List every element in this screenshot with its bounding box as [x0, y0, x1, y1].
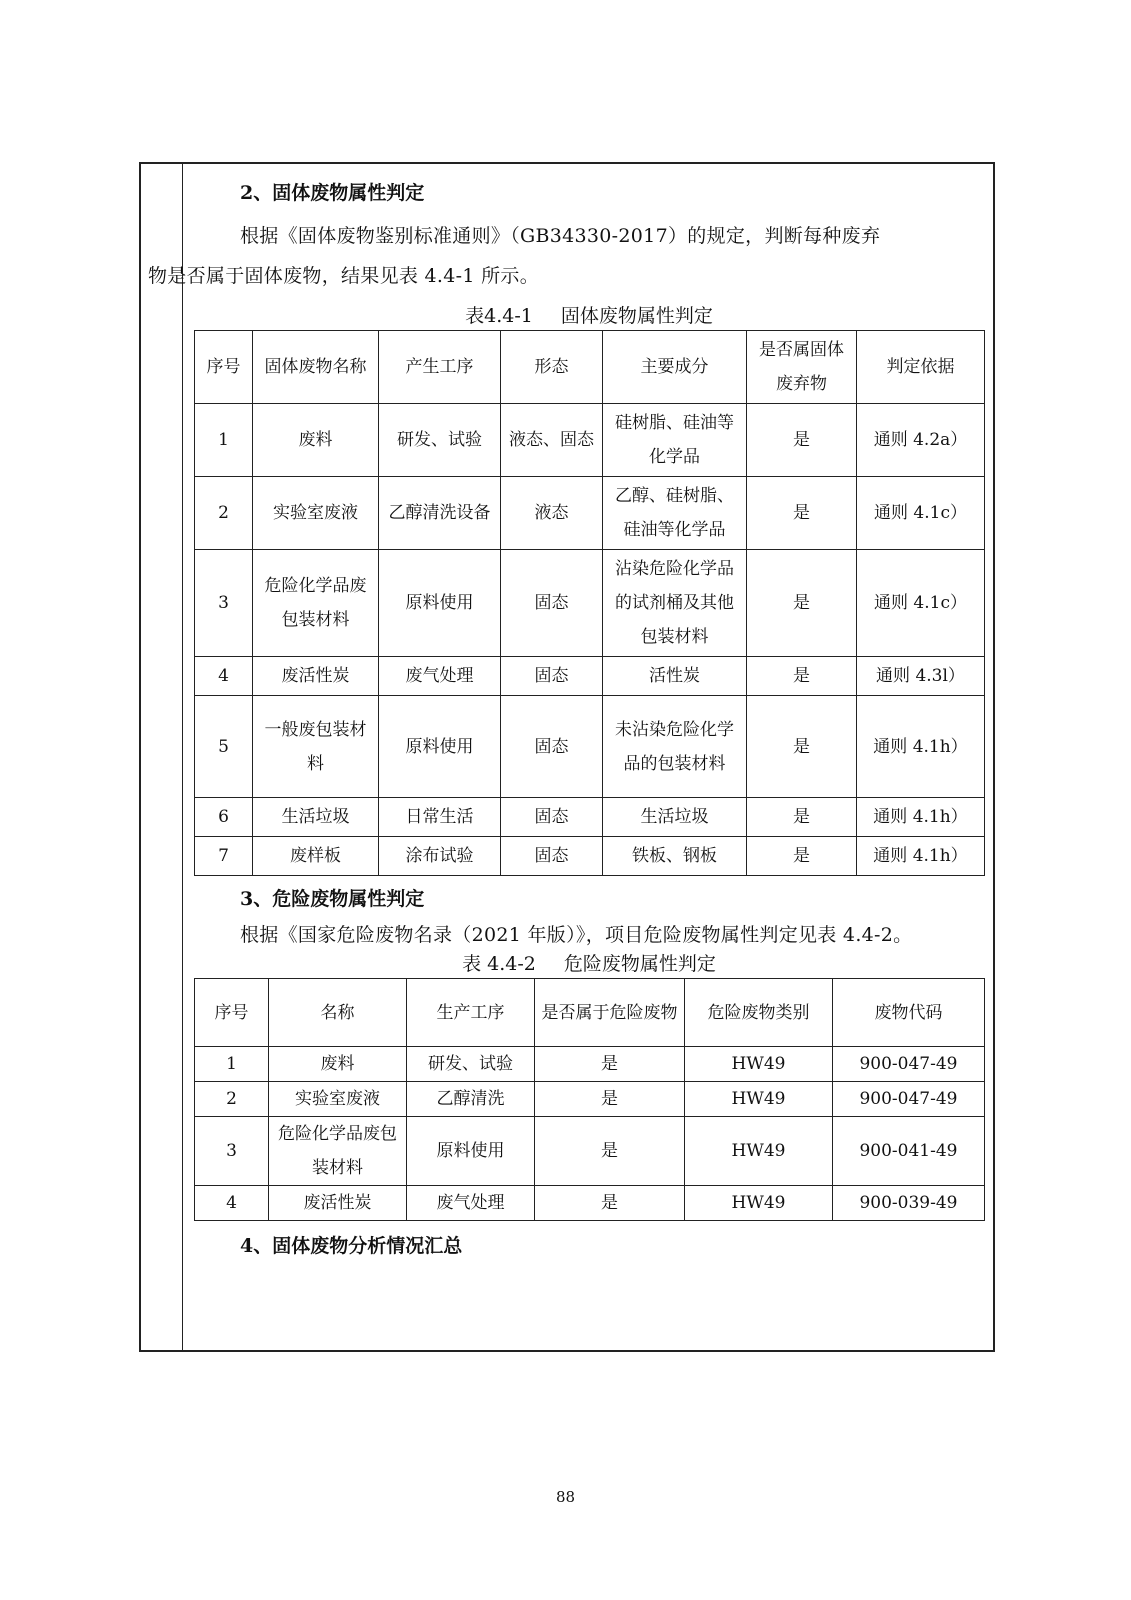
- table-cell: 固态: [501, 696, 603, 798]
- table-cell: 危险化学品废包装材料: [269, 1117, 407, 1186]
- section2-para-line2: 物是否属于固体废物，结果见表 4.4-1 所示。: [148, 265, 540, 287]
- table-cell: 3: [195, 550, 253, 657]
- table2-caption: [194, 950, 984, 978]
- table-cell: 3: [195, 1117, 269, 1186]
- table-row: [195, 798, 985, 837]
- table-cell: 固态: [501, 657, 603, 696]
- table-cell: 通则 4.2a）: [857, 404, 985, 477]
- section2-para-line1: 根据《固体废物鉴别标准通则》（GB34330-2017）的规定，判断每种废弃: [240, 225, 881, 247]
- section3-heading: 3、危险废物属性判定: [240, 888, 425, 910]
- table-cell: 是: [747, 837, 857, 876]
- table-row: [195, 1047, 985, 1082]
- section3-paragraph: 根据《国家危险废物名录（2021 年版）》，项目危险废物属性判定见表 4.4-2。: [240, 924, 913, 946]
- table-header-cell: 是否属于危险废物: [535, 979, 685, 1047]
- table-row: [195, 837, 985, 876]
- table-cell: 2: [195, 1082, 269, 1117]
- table-cell: 是: [747, 657, 857, 696]
- table-row: [195, 1186, 985, 1221]
- table-header-cell: 生产工序: [407, 979, 535, 1047]
- table-row: [195, 657, 985, 696]
- table-cell: 通则 4.1h）: [857, 798, 985, 837]
- frame-divider: [182, 162, 183, 1352]
- table-cell: 废气处理: [379, 657, 501, 696]
- section4-heading: 4、固体废物分析情况汇总: [240, 1235, 463, 1257]
- table-cell: 900-047-49: [833, 1082, 985, 1117]
- table-cell: 2: [195, 477, 253, 550]
- table-header-cell: 判定依据: [857, 331, 985, 404]
- table-cell: 研发、试验: [379, 404, 501, 477]
- table-cell: 原料使用: [379, 696, 501, 798]
- table-header-cell: 固体废物名称: [253, 331, 379, 404]
- table-row: [195, 696, 985, 798]
- table-header-cell: 形态: [501, 331, 603, 404]
- table-cell: 4: [195, 657, 253, 696]
- table-cell: 6: [195, 798, 253, 837]
- table-row: [195, 1117, 985, 1186]
- table-cell: 是: [747, 477, 857, 550]
- table-header-cell: 名称: [269, 979, 407, 1047]
- table-cell: 是: [747, 404, 857, 477]
- table-header-cell: 废物代码: [833, 979, 985, 1047]
- table-header-cell: 序号: [195, 979, 269, 1047]
- table-cell: 一般废包装材料: [253, 696, 379, 798]
- section2-heading: 2、固体废物属性判定: [240, 182, 425, 204]
- table-cell: 日常生活: [379, 798, 501, 837]
- table-row: [195, 550, 985, 657]
- document-content: [148, 170, 984, 1263]
- table-cell: 乙醇清洗: [407, 1082, 535, 1117]
- table1-caption-num: 表4.4-1: [465, 305, 533, 327]
- table-cell: 1: [195, 1047, 269, 1082]
- table-cell: 固态: [501, 550, 603, 657]
- table-header-cell: 危险废物类别: [685, 979, 833, 1047]
- table-cell: 是: [535, 1082, 685, 1117]
- table-cell: 1: [195, 404, 253, 477]
- table-cell: 未沾染危险化学品的包装材料: [603, 696, 747, 798]
- table-cell: 是: [747, 550, 857, 657]
- table-cell: 是: [535, 1186, 685, 1221]
- table1-caption: [194, 302, 984, 330]
- table-cell: 硅树脂、硅油等化学品: [603, 404, 747, 477]
- table-cell: 通则 4.1c）: [857, 550, 985, 657]
- section2-paragraph: [148, 216, 984, 296]
- solid-waste-table: [194, 330, 985, 876]
- table2-caption-title: 危险废物属性判定: [563, 953, 716, 975]
- table-cell: 通则 4.1h）: [857, 696, 985, 798]
- table-cell: 废样板: [253, 837, 379, 876]
- table-cell: 是: [747, 798, 857, 837]
- table-header-cell: 是否属固体废弃物: [747, 331, 857, 404]
- table-cell: 7: [195, 837, 253, 876]
- table-cell: 实验室废液: [269, 1082, 407, 1117]
- table-cell: 废料: [253, 404, 379, 477]
- table-row: [195, 1082, 985, 1117]
- table-cell: 生活垃圾: [253, 798, 379, 837]
- table-cell: 通则 4.1c）: [857, 477, 985, 550]
- table-cell: 是: [535, 1047, 685, 1082]
- table-cell: 涂布试验: [379, 837, 501, 876]
- table-cell: 实验室废液: [253, 477, 379, 550]
- table-row: [195, 477, 985, 550]
- table-cell: 原料使用: [379, 550, 501, 657]
- table-cell: 4: [195, 1186, 269, 1221]
- table-cell: 900-041-49: [833, 1117, 985, 1186]
- table-cell: HW49: [685, 1082, 833, 1117]
- table-cell: 是: [535, 1117, 685, 1186]
- page-number: 88: [555, 1488, 576, 1506]
- table-cell: 液态: [501, 477, 603, 550]
- table-cell: 废活性炭: [253, 657, 379, 696]
- table-cell: 固态: [501, 837, 603, 876]
- table-cell: 乙醇、硅树脂、硅油等化学品: [603, 477, 747, 550]
- table-cell: 废料: [269, 1047, 407, 1082]
- table-header-cell: 产生工序: [379, 331, 501, 404]
- table-cell: 固态: [501, 798, 603, 837]
- table-cell: 危险化学品废包装材料: [253, 550, 379, 657]
- table-cell: 乙醇清洗设备: [379, 477, 501, 550]
- table-cell: 通则 4.3l）: [857, 657, 985, 696]
- table-cell: 废活性炭: [269, 1186, 407, 1221]
- table-cell: 废气处理: [407, 1186, 535, 1221]
- table-cell: HW49: [685, 1047, 833, 1082]
- table-cell: 生活垃圾: [603, 798, 747, 837]
- table-header-cell: 主要成分: [603, 331, 747, 404]
- table-cell: HW49: [685, 1117, 833, 1186]
- table-cell: 研发、试验: [407, 1047, 535, 1082]
- table-cell: 900-039-49: [833, 1186, 985, 1221]
- table-cell: 液态、固态: [501, 404, 603, 477]
- table-cell: 是: [747, 696, 857, 798]
- table-cell: 活性炭: [603, 657, 747, 696]
- table-cell: 沾染危险化学品的试剂桶及其他包装材料: [603, 550, 747, 657]
- table-cell: 5: [195, 696, 253, 798]
- table-header-row: [195, 331, 985, 404]
- table-cell: 900-047-49: [833, 1047, 985, 1082]
- table-cell: 通则 4.1h）: [857, 837, 985, 876]
- table2-caption-num: 表 4.4-2: [462, 953, 536, 975]
- table-row: [195, 404, 985, 477]
- table-cell: 原料使用: [407, 1117, 535, 1186]
- table1-caption-title: 固体废物属性判定: [560, 305, 713, 327]
- table-cell: 铁板、钢板: [603, 837, 747, 876]
- table-cell: HW49: [685, 1186, 833, 1221]
- table-header-cell: 序号: [195, 331, 253, 404]
- table-header-row: [195, 979, 985, 1047]
- hazardous-waste-table: [194, 978, 985, 1221]
